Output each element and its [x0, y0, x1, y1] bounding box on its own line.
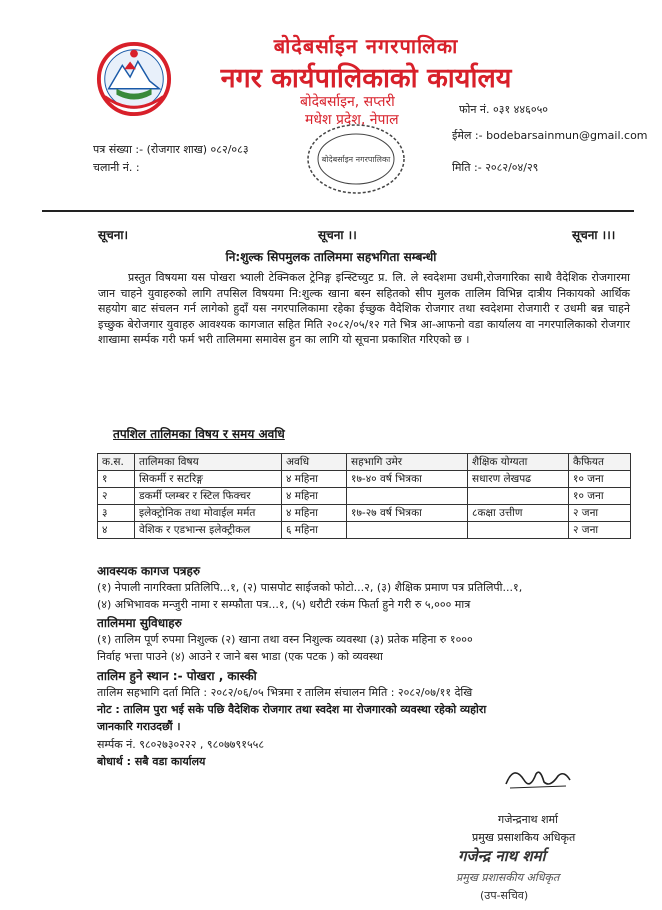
training-table-title: तपशिल तालिमका विषय र समय अवधि [113, 427, 285, 441]
cell-remarks: २ जना [569, 505, 631, 522]
signatory-designation: प्रमुख प्रसाशकिय अधिकृत [472, 831, 576, 844]
office-title: नगर कार्यपालिकाको कार्यालय [220, 63, 512, 94]
column-header: सहभागि उमेर [347, 454, 468, 471]
email-address: bodebarsainmun@gmail.com [486, 129, 648, 142]
notice-heading: नि:शुल्क सिपमुलक तालिममा सहभगिता सम्बन्धी [225, 250, 437, 264]
training-venue: तालिम हुने स्थान :- पोखरा , कास्की [97, 669, 257, 683]
column-header: क.स. [98, 454, 135, 471]
cell-qualification [468, 488, 569, 505]
cell-sn: ३ [98, 505, 135, 522]
notice-body: प्रस्तुत विषयमा यस पोखरा भ्याली टेक्निकल ट्रेनिङ्ग इन्स्टिच्युट प्र. लि. ले स्वदेशमा उधमी,रोजगारिका साथै वैदेशिक रोजगारमा जान चाहने युवाहरुको लागि तपसिल विषयमा नि:शुल्क खाना बस्न सहितको सीप मुलक तालिम विभिन्न दात्रीय निकायको आर्थिक सहयोग बाट संचलन गर्न लागेको हुदाँ यस नगरपालिकामा रहेका ईच्छुक वैदेशिक रोजगार तथा स्वदेशमा रोजगारी र उधमी बन्न चाहने इच्छुक बेरोजगार युवाहरु आवश्यक कागजात सहित मिति २०८२/०५/१२ गते भित्र आ-आफनो वडा कार्यालय वा नगरपालिकाको रोजगार शाखामा सर्म्पक गरी फर्म भरी तालिममा समावेस हुन का लागि यो सूचना प्रकाशित गरिएको छ । [98, 271, 630, 346]
training-table [97, 453, 631, 539]
email-line [452, 128, 648, 143]
notice-label-right: सूचना ।।। [572, 228, 616, 242]
table-row [98, 471, 631, 488]
cell-qualification: सधारण लेखपढ [468, 471, 569, 488]
office-stamp [300, 118, 412, 200]
cc-line: बोधार्थ : सबै वडा कार्यालय [97, 755, 206, 768]
cell-remarks: १० जना [569, 471, 631, 488]
dispatch-number: चलानी नं. : [93, 161, 140, 174]
cell-duration: ४ महिना [282, 471, 347, 488]
signatory-name: गजेन्द्रनाथ शर्मा [498, 813, 558, 826]
notice-label-left: सूचना। [98, 228, 129, 242]
official-name-stamp [430, 846, 610, 906]
address-line1: बोदेबर्साइन, सप्तरी [300, 94, 395, 110]
office-name: बोदेबर्साइन नगरपालिका [273, 34, 459, 58]
note-line2: जानकारि गराउदछौं । [97, 720, 181, 733]
facilities-line2: निर्वाह भत्ता पाउने (४) आउने र जाने बस भाडा (एक पटक ) को व्यवस्था [97, 650, 383, 663]
cell-subject: डकर्मी प्लम्बर र स्टिल फिक्चर [135, 488, 282, 505]
stamp-designation: प्रमुख प्रशासकीय अधिकृत [456, 871, 560, 884]
cell-age [347, 488, 468, 505]
cell-subject: वेशिक र एडभान्स इलेक्ट्रीकल [135, 522, 282, 539]
cell-sn: १ [98, 471, 135, 488]
column-header: अवधि [282, 454, 347, 471]
letter-date: मिति :- २०८२/०४/२९ [452, 161, 539, 174]
facilities-line1: (१) तालिम पूर्ण रुपमा निशुल्क (२) खाना तथा वस्न निशुल्क व्यवस्था (३) प्रतेक महिना रु १००० [97, 633, 473, 646]
cell-sn: २ [98, 488, 135, 505]
table-row [98, 505, 631, 522]
notice-label-center: सूचना ।। [318, 228, 357, 242]
cell-subject: इलेक्ट्रोनिक तथा मोवाईल मर्मत [135, 505, 282, 522]
cell-remarks: २ जना [569, 522, 631, 539]
cell-age: १७-२७ वर्ष भित्रका [347, 505, 468, 522]
column-header: तालिमका विषय [135, 454, 282, 471]
note-line1: नोट : तालिम पुरा भई सके पछि वैदेशिक रोजगार तथा स्वदेश मा रोजगारको व्यवस्था रहेको व्यहोरा [97, 703, 487, 716]
cell-subject: सिकर्मी र सटरिङ्ग [135, 471, 282, 488]
column-header: कैफियत [569, 454, 631, 471]
documents-line2: (४) अभिभावक मन्जुरी नामा र सम्फौता पत्र...१, (५) धरौटी रकंम फिर्ता हुने गरी रु ५,००० मात्र [97, 598, 471, 611]
phone-number: फोन नं. ०३१ ४४६०५० [459, 103, 549, 116]
cell-qualification: ८कक्षा उत्तीण [468, 505, 569, 522]
contact-numbers: सर्म्पक नं. ९८०२७३०२२२ , ९८०७७९१५५८ [97, 738, 265, 751]
cell-remarks: १० जना [569, 488, 631, 505]
cell-age: १७-४० वर्ष भित्रका [347, 471, 468, 488]
header-divider [42, 210, 634, 212]
facilities-title: तालिममा सुविधाहरु [97, 616, 182, 630]
stamp-text: बोदेबर्साइन नगरपालिका [321, 155, 391, 164]
training-dates: तालिम सहभागि दर्ता मिति : २०८२/०६/०५ भित्रमा र तालिम संचालन मिति : २०८२/०७/११ देखि [97, 686, 473, 699]
cell-duration: ४ महिना [282, 505, 347, 522]
table-row [98, 522, 631, 539]
address-line2: मधेश प्रदेश, नेपाल [305, 112, 399, 128]
table-header-row [98, 454, 631, 471]
documents-line1: (१) नेपाली नागरिक्ता प्रतिलिपि...१, (२) पासपोट साईजको फोटो...२, (३) शैक्षिक प्रमाण पत्र प्रतिलिपी...१, [97, 581, 523, 594]
cell-age [347, 522, 468, 539]
column-header: शैक्षिक योग्यता [468, 454, 569, 471]
stamp-rank: (उप-सचिव) [480, 889, 529, 902]
table-row [98, 488, 631, 505]
cell-duration: ४ महिना [282, 488, 347, 505]
cell-sn: ४ [98, 522, 135, 539]
cell-qualification [468, 522, 569, 539]
cell-duration: ६ महिना [282, 522, 347, 539]
stamp-name: गजेन्द्र नाथ शर्मा [458, 847, 546, 865]
documents-title: आवस्यक कागज पत्रहरु [97, 564, 201, 578]
email-label: ईमेल :- [452, 129, 483, 142]
reference-number: पत्र संख्या :- (रोजगार शाख) ०८२/०८३ [93, 143, 249, 156]
signature-scribble [500, 760, 575, 794]
